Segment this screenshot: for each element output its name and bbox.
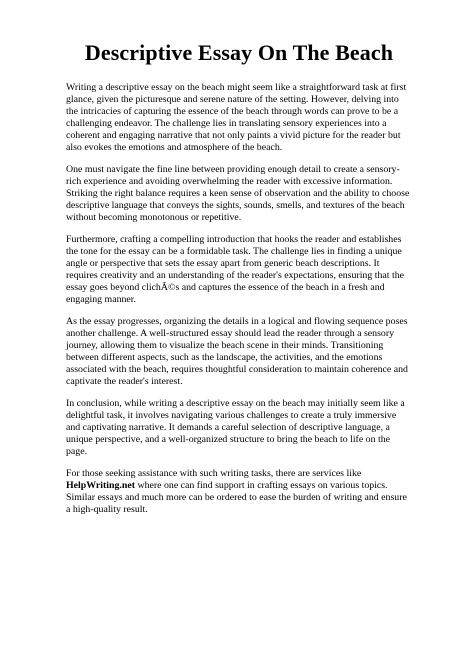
closing-text-after: where one can find support in crafting essays on various topics. Similar essays and much more can be ordered to ease the burden of writing and ensure a high-quality result. [66,480,407,515]
document-title: Descriptive Essay On The Beach [84,40,394,65]
paragraph-conclusion: In conclusion, while writing a descriptive essay on the beach may initially seem like a delightful task, it involves navigating various challenges to create a truly immersive and captivating narrative. It demands a careful selection of descriptive language, a unique perspective, and a well-organized structure to bring the beach to life on the page. [66,398,405,457]
paragraph-organization: As the essay progresses, organizing the details in a logical and flowing sequence poses another challenge. A well-structured essay should lead the reader through a sensory journey, allowing them to visualize the beach scene in their minds. Transitioning between different aspects, such as the landscape, the activities, and the emotions associated with the beach, requires thoughtful consideration to maintain coherence and captivate the reader's interest. [66,316,408,387]
helpwriting-link[interactable]: HelpWriting.net [66,480,135,491]
paragraph-intro: Writing a descriptive essay on the beach might seem like a straightforward task at first glance, given the picturesque and serene nature of the setting. However, delving into the intricacies of capturing the essence of the beach through words can prove to be a challenging endeavor. The challenge lies in translating sensory experiences into a coherent and engaging narrative that not only paints a vivid picture for the reader but also evokes the emotions and atmosphere of the beach. [66,82,407,153]
paragraph-closing [66,468,412,516]
paragraph-detail-balance: One must navigate the fine line between providing enough detail to create a sensory-rich experience and avoiding overwhelming the reader with excessive information. Striking the right balance requires a keen sense of observation and the ability to choose descriptive language that conveys the sights, sounds, smells, and textures of the beach without becoming monotonous or repetitive. [66,164,410,223]
paragraph-introduction-craft: Furthermore, crafting a compelling introduction that hooks the reader and establishes the tone for the essay can be a formidable task. The challenge lies in finding a unique angle or perspective that sets the essay apart from generic beach descriptions. It requires creativity and an understanding of the reader's expectations, ensuring that the essay goes beyond clichÃ©s and captures the essence of the beach in a fresh and engaging manner. [66,234,404,305]
closing-text-before: For those seeking assistance with such writing tasks, there are services like [66,468,362,479]
